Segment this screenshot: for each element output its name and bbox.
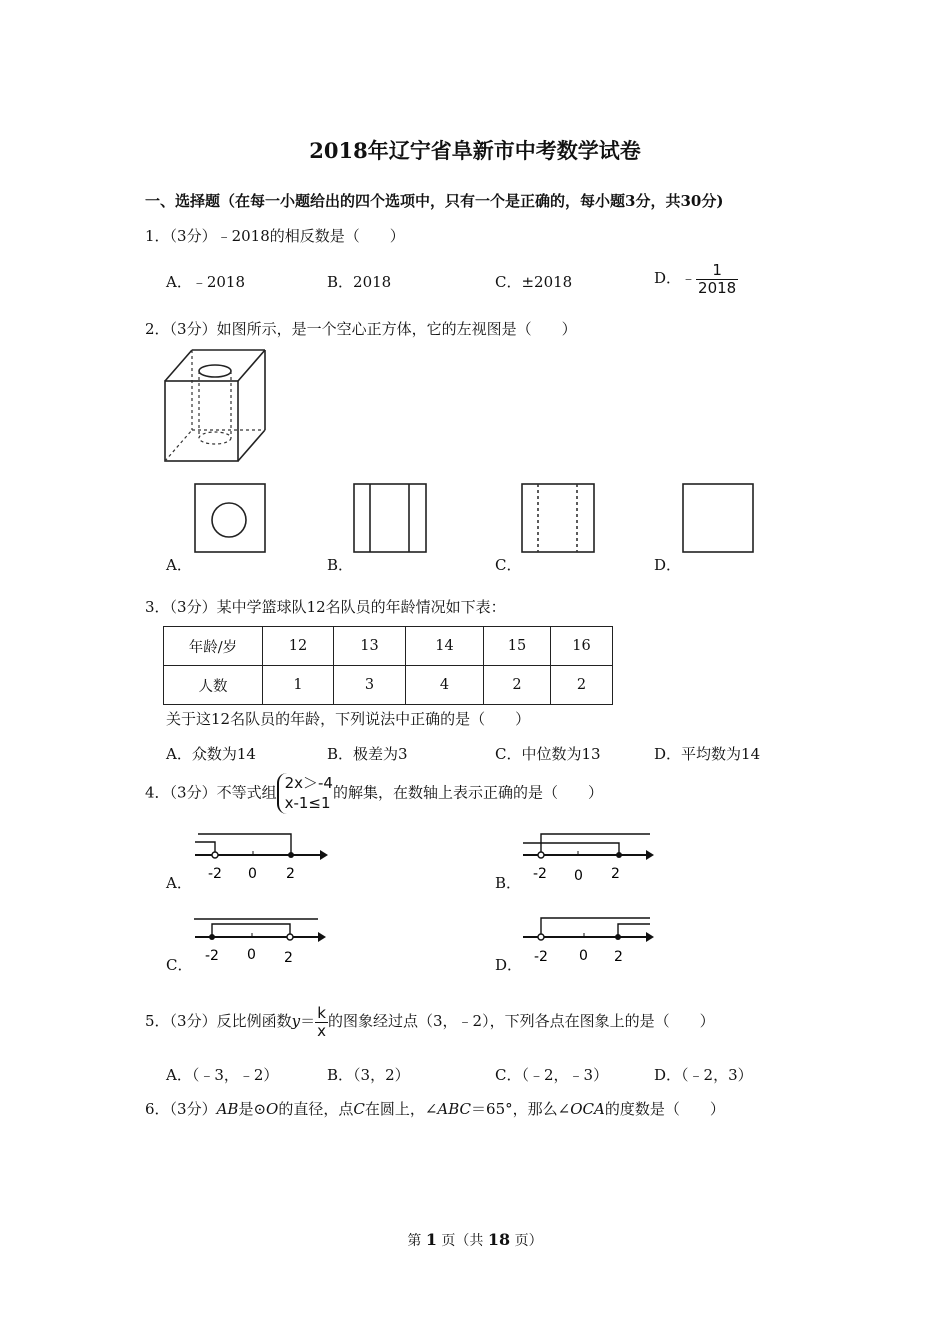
question-3-ask: 关于这12名队员的年龄，下列说法中正确的是（ ） [166, 710, 531, 728]
question-2-stem: 2．（3分）如图所示，是一个空心正方体，它的左视图是（ ） [145, 320, 577, 338]
tick-label: 2 [614, 949, 623, 965]
option-b-view-figure [353, 483, 429, 555]
question-3-option-d: D．平均数为14 [654, 745, 761, 763]
question-5-option-d: D．（﹣2，3） [654, 1066, 753, 1084]
number-line-c [190, 912, 330, 966]
question-2-option-d: D． [654, 556, 682, 574]
option-d-label: D． [654, 269, 682, 287]
question-6-stem [145, 1098, 725, 1119]
question-4-option-c: C． [166, 956, 193, 974]
stem-text: 在圆上，∠ [364, 1100, 438, 1118]
stem-prefix: 5．（3分）反比例函数 [145, 1012, 292, 1030]
stem-suffix: 的图象经过点（3，﹣2），下列各点在图象上的是（ ） [327, 1012, 715, 1030]
segment-ab: AB [216, 1100, 239, 1118]
age-table [163, 626, 613, 705]
question-3-option-c: C．中位数为13 [495, 745, 601, 763]
table-cell: 年龄/岁 [164, 627, 263, 666]
question-1-option-b: B．2018 [327, 273, 392, 291]
table-cell: 14 [406, 627, 484, 666]
question-2-option-b: B． [327, 556, 354, 574]
tick-label: 0 [574, 868, 583, 884]
tick-label: 2 [286, 866, 295, 882]
question-4-option-b: B． [495, 874, 522, 892]
question-4-option-d: D． [495, 956, 523, 974]
table-cell: 人数 [164, 666, 263, 705]
fraction [315, 1005, 328, 1039]
number-line-d [518, 912, 658, 966]
question-2-option-a: A． [166, 556, 192, 574]
stem-text: ＝65°，那么∠ [471, 1100, 571, 1118]
question-1-option-a: A．﹣2018 [166, 273, 246, 291]
table-row [164, 627, 613, 666]
fraction-denominator: x [317, 1021, 326, 1040]
page-number: 1 [425, 1230, 437, 1249]
tick-label: -2 [533, 866, 547, 882]
table-cell: 13 [334, 627, 406, 666]
question-5-option-c: C．（﹣2，﹣3） [495, 1066, 609, 1084]
question-4-stem [145, 773, 603, 814]
angle-oca: OCA [570, 1100, 605, 1118]
question-3-option-b: B．极差为3 [327, 745, 408, 763]
stem-text: 的直径，点 [278, 1100, 354, 1118]
inequality-1: 2x＞-4 [284, 774, 333, 792]
point-o: O [266, 1100, 279, 1118]
question-5-option-a: A．（﹣3，﹣2） [166, 1066, 279, 1084]
question-4-option-a: A． [166, 874, 192, 892]
inequality-system [277, 773, 333, 814]
question-3-stem: 3．（3分）某中学篮球队12名队员的年龄情况如下表： [145, 598, 506, 616]
hollow-cube-figure [160, 345, 272, 465]
question-2-option-c: C． [495, 556, 522, 574]
footer-prefix: 第 [407, 1233, 426, 1249]
question-3-option-a: A．众数为14 [166, 745, 256, 763]
total-pages: 18 [487, 1230, 511, 1249]
tick-label: 2 [611, 866, 620, 882]
fraction-numerator: 1 [696, 262, 738, 280]
point-c: C [353, 1100, 365, 1118]
table-cell: 2 [551, 666, 613, 705]
table-cell: 15 [484, 627, 551, 666]
tick-label: -2 [205, 948, 219, 964]
angle-abc: ABC [437, 1100, 472, 1118]
equals-sign: ＝ [300, 1012, 316, 1030]
question-1-option-d [654, 262, 738, 296]
stem-text: 的度数是（ ） [604, 1100, 725, 1118]
number-line-b [518, 830, 658, 884]
footer-suffix: 页） [510, 1233, 543, 1249]
table-cell: 3 [334, 666, 406, 705]
tick-label: 2 [284, 950, 293, 966]
tick-label: -2 [208, 866, 222, 882]
stem-text: 是⊙ [238, 1100, 267, 1118]
stem-prefix: 4．（3分）不等式组 [145, 783, 277, 802]
option-c-view-figure [521, 483, 597, 555]
fraction [696, 262, 738, 296]
table-row [164, 666, 613, 705]
section-heading: 一、选择题（在每一小题给出的四个选项中，只有一个是正确的，每小题3分，共30分) [145, 192, 724, 210]
variable-y: y [291, 1012, 301, 1030]
option-a-view-figure [194, 483, 268, 555]
question-1-stem: 1．（3分）﹣2018的相反数是（ ） [145, 227, 405, 245]
tick-label: 0 [579, 948, 588, 964]
page-footer [0, 1230, 950, 1250]
tick-label: 0 [247, 947, 256, 963]
table-cell: 16 [551, 627, 613, 666]
option-d-view-figure [682, 483, 756, 555]
table-cell: 2 [484, 666, 551, 705]
question-1-option-c: C．±2018 [495, 273, 573, 291]
page-title: 2018年辽宁省阜新市中考数学试卷 [309, 138, 641, 163]
fraction-denominator: 2018 [698, 278, 737, 297]
table-cell: 12 [263, 627, 334, 666]
table-cell: 1 [263, 666, 334, 705]
inequality-2: x-1≤1 [284, 794, 331, 813]
question-5-option-b: B．（3，2） [327, 1066, 410, 1084]
tick-label: 0 [248, 866, 257, 882]
tick-label: -2 [534, 949, 548, 965]
stem-prefix: 6．（3分） [145, 1100, 217, 1118]
footer-middle: 页（共 [436, 1233, 488, 1249]
number-line-a [190, 830, 330, 884]
question-5-stem [145, 1005, 715, 1039]
table-cell: 4 [406, 666, 484, 705]
fraction-numerator: k [315, 1005, 328, 1023]
stem-suffix: 的解集，在数轴上表示正确的是（ ） [332, 783, 603, 802]
minus-sign: ﹣ [681, 269, 697, 287]
